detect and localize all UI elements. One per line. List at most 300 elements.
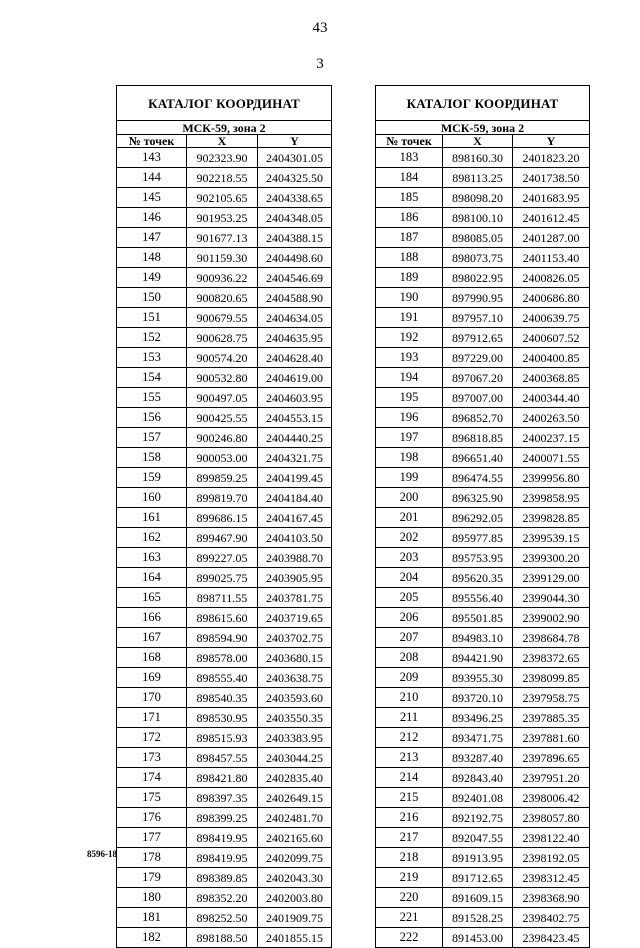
- point-number: 198: [376, 448, 443, 468]
- y-coordinate: 2397885.35: [513, 708, 590, 728]
- point-number: 186: [376, 208, 443, 228]
- table-row: [376, 848, 590, 868]
- point-number: 217: [376, 828, 443, 848]
- table-row: [376, 868, 590, 888]
- table-row: [117, 808, 332, 828]
- point-number: 182: [117, 928, 187, 948]
- x-coordinate: 900246.80: [187, 428, 258, 448]
- x-coordinate: 894983.10: [443, 628, 513, 648]
- x-coordinate: 897912.65: [443, 328, 513, 348]
- x-coordinate: 900497.05: [187, 388, 258, 408]
- x-coordinate: 902218.55: [187, 168, 258, 188]
- x-coordinate: 894421.90: [443, 648, 513, 668]
- x-coordinate: 900679.55: [187, 308, 258, 328]
- x-header: X: [187, 135, 258, 148]
- y-coordinate: 2398057.80: [513, 808, 590, 828]
- point-number: 152: [117, 328, 187, 348]
- point-number: 192: [376, 328, 443, 348]
- table-title: КАТАЛОГ КООРДИНАТ: [376, 86, 590, 121]
- table-row: [117, 588, 332, 608]
- point-number: 151: [117, 308, 187, 328]
- point-number: 181: [117, 908, 187, 928]
- y-coordinate: 2404553.15: [258, 408, 332, 428]
- x-coordinate: 893471.75: [443, 728, 513, 748]
- table-row: [376, 268, 590, 288]
- y-coordinate: 2399858.95: [513, 488, 590, 508]
- point-number: 212: [376, 728, 443, 748]
- x-coordinate: 891609.15: [443, 888, 513, 908]
- y-coordinate: 2404301.05: [258, 148, 332, 168]
- x-coordinate: 896325.90: [443, 488, 513, 508]
- point-number: 159: [117, 468, 187, 488]
- x-coordinate: 891453.00: [443, 928, 513, 948]
- point-number: 209: [376, 668, 443, 688]
- x-coordinate: 893955.30: [443, 668, 513, 688]
- x-coordinate: 901677.13: [187, 228, 258, 248]
- x-coordinate: 898113.25: [443, 168, 513, 188]
- y-coordinate: 2398684.78: [513, 628, 590, 648]
- table-row: [376, 288, 590, 308]
- point-number: 164: [117, 568, 187, 588]
- x-coordinate: 900936.22: [187, 268, 258, 288]
- point-number: 163: [117, 548, 187, 568]
- point-number: 197: [376, 428, 443, 448]
- point-number: 220: [376, 888, 443, 908]
- y-coordinate: 2402649.15: [258, 788, 332, 808]
- x-coordinate: 898711.55: [187, 588, 258, 608]
- table-row: [117, 608, 332, 628]
- y-coordinate: 2399828.85: [513, 508, 590, 528]
- table-row: [376, 488, 590, 508]
- table-row: [117, 928, 332, 948]
- y-coordinate: 2403988.70: [258, 548, 332, 568]
- y-coordinate: 2402481.70: [258, 808, 332, 828]
- point-number: 194: [376, 368, 443, 388]
- point-number: 177: [117, 828, 187, 848]
- point-number: 190: [376, 288, 443, 308]
- y-coordinate: 2403702.75: [258, 628, 332, 648]
- table-row: [376, 348, 590, 368]
- x-coordinate: 898073.75: [443, 248, 513, 268]
- point-number: 196: [376, 408, 443, 428]
- table-row: [376, 208, 590, 228]
- y-coordinate: 2404167.45: [258, 508, 332, 528]
- point-number: 169: [117, 668, 187, 688]
- point-number: 171: [117, 708, 187, 728]
- point-number: 174: [117, 768, 187, 788]
- y-coordinate: 2400639.75: [513, 308, 590, 328]
- y-header: Y: [258, 135, 332, 148]
- point-number: 216: [376, 808, 443, 828]
- point-number: 173: [117, 748, 187, 768]
- y-coordinate: 2400826.05: [513, 268, 590, 288]
- point-number: 170: [117, 688, 187, 708]
- point-number: 149: [117, 268, 187, 288]
- x-coordinate: 896474.55: [443, 468, 513, 488]
- y-coordinate: 2404184.40: [258, 488, 332, 508]
- y-coordinate: 2401823.20: [513, 148, 590, 168]
- table-row: [117, 308, 332, 328]
- point-number: 187: [376, 228, 443, 248]
- x-coordinate: 900628.75: [187, 328, 258, 348]
- x-coordinate: 893287.40: [443, 748, 513, 768]
- point-number: 160: [117, 488, 187, 508]
- table-row: [376, 368, 590, 388]
- point-number: 208: [376, 648, 443, 668]
- x-coordinate: 898540.35: [187, 688, 258, 708]
- point-number: 201: [376, 508, 443, 528]
- x-coordinate: 897990.95: [443, 288, 513, 308]
- x-coordinate: 901159.30: [187, 248, 258, 268]
- x-coordinate: 900053.00: [187, 448, 258, 468]
- y-coordinate: 2398006.42: [513, 788, 590, 808]
- table-row: [376, 728, 590, 748]
- point-number: 183: [376, 148, 443, 168]
- point-number: 143: [117, 148, 187, 168]
- table-row: [376, 668, 590, 688]
- y-coordinate: 2398423.45: [513, 928, 590, 948]
- table-row: [117, 688, 332, 708]
- x-coordinate: 900532.80: [187, 368, 258, 388]
- x-coordinate: 899859.25: [187, 468, 258, 488]
- point-number: 150: [117, 288, 187, 308]
- x-coordinate: 899025.75: [187, 568, 258, 588]
- x-coordinate: 895977.85: [443, 528, 513, 548]
- point-number: 161: [117, 508, 187, 528]
- table-row: [117, 268, 332, 288]
- point-number: 144: [117, 168, 187, 188]
- point-number: 146: [117, 208, 187, 228]
- y-coordinate: 2398122.40: [513, 828, 590, 848]
- point-number: 154: [117, 368, 187, 388]
- table-row: [117, 848, 332, 868]
- x-coordinate: 893720.10: [443, 688, 513, 708]
- table-row: [117, 348, 332, 368]
- x-coordinate: 892401.08: [443, 788, 513, 808]
- y-coordinate: 2403593.60: [258, 688, 332, 708]
- point-number: 185: [376, 188, 443, 208]
- point-number: 206: [376, 608, 443, 628]
- x-coordinate: 902105.65: [187, 188, 258, 208]
- section-number: 3: [316, 56, 324, 72]
- x-coordinate: 896651.40: [443, 448, 513, 468]
- x-coordinate: 895753.95: [443, 548, 513, 568]
- table-row: [376, 508, 590, 528]
- y-coordinate: 2403781.75: [258, 588, 332, 608]
- page-number: 43: [312, 20, 328, 36]
- table-row: [376, 648, 590, 668]
- point-number: 176: [117, 808, 187, 828]
- table-row: [117, 768, 332, 788]
- x-coordinate: 898578.00: [187, 648, 258, 668]
- y-coordinate: 2403638.75: [258, 668, 332, 688]
- y-coordinate: 2404103.50: [258, 528, 332, 548]
- y-coordinate: 2398368.90: [513, 888, 590, 908]
- x-coordinate: 891913.95: [443, 848, 513, 868]
- table-row: [117, 668, 332, 688]
- x-coordinate: 893496.25: [443, 708, 513, 728]
- table-title-row: [117, 86, 332, 121]
- point-number: 145: [117, 188, 187, 208]
- y-coordinate: 2399956.80: [513, 468, 590, 488]
- y-coordinate: 2400071.55: [513, 448, 590, 468]
- y-coordinate: 2401738.50: [513, 168, 590, 188]
- x-coordinate: 891712.65: [443, 868, 513, 888]
- y-coordinate: 2399300.20: [513, 548, 590, 568]
- point-number: 222: [376, 928, 443, 948]
- x-coordinate: 898252.50: [187, 908, 258, 928]
- y-header: Y: [513, 135, 590, 148]
- x-coordinate: 900425.55: [187, 408, 258, 428]
- table-row: [376, 388, 590, 408]
- y-coordinate: 2401909.75: [258, 908, 332, 928]
- table-row: [117, 568, 332, 588]
- y-coordinate: 2402003.80: [258, 888, 332, 908]
- point-number: 162: [117, 528, 187, 548]
- point-number: 184: [376, 168, 443, 188]
- x-coordinate: 898352.20: [187, 888, 258, 908]
- table-row: [376, 568, 590, 588]
- point-number: 156: [117, 408, 187, 428]
- table-row: [376, 628, 590, 648]
- x-coordinate: 897067.20: [443, 368, 513, 388]
- table-row: [117, 208, 332, 228]
- point-number: 211: [376, 708, 443, 728]
- x-coordinate: 895620.35: [443, 568, 513, 588]
- point-number: 193: [376, 348, 443, 368]
- table-row: [376, 468, 590, 488]
- y-coordinate: 2403719.65: [258, 608, 332, 628]
- table-row: [117, 868, 332, 888]
- x-coordinate: 897007.00: [443, 388, 513, 408]
- point-number: 204: [376, 568, 443, 588]
- x-coordinate: 899819.70: [187, 488, 258, 508]
- point-number: 175: [117, 788, 187, 808]
- x-coordinate: 896292.05: [443, 508, 513, 528]
- table-row: [117, 388, 332, 408]
- y-coordinate: 2402043.30: [258, 868, 332, 888]
- table-row: [376, 448, 590, 468]
- point-number: 178: [117, 848, 187, 868]
- table-row: [117, 448, 332, 468]
- table-row: [117, 508, 332, 528]
- table-row: [376, 828, 590, 848]
- y-coordinate: 2401153.40: [513, 248, 590, 268]
- point-number: 215: [376, 788, 443, 808]
- x-coordinate: 898098.20: [443, 188, 513, 208]
- point-number: 221: [376, 908, 443, 928]
- table-row: [117, 908, 332, 928]
- table-row: [376, 408, 590, 428]
- y-coordinate: 2403680.15: [258, 648, 332, 668]
- table-title-row: [376, 86, 590, 121]
- y-coordinate: 2403550.35: [258, 708, 332, 728]
- point-number: 180: [117, 888, 187, 908]
- y-coordinate: 2404498.60: [258, 248, 332, 268]
- x-coordinate: 899467.90: [187, 528, 258, 548]
- y-coordinate: 2402099.75: [258, 848, 332, 868]
- coordinate-catalog-table-right: [375, 85, 590, 948]
- point-number: 166: [117, 608, 187, 628]
- table-row: [376, 248, 590, 268]
- table-row: [376, 308, 590, 328]
- x-coordinate: 896818.85: [443, 428, 513, 448]
- x-coordinate: 897229.00: [443, 348, 513, 368]
- point-number: 188: [376, 248, 443, 268]
- table-row: [117, 288, 332, 308]
- y-coordinate: 2398192.05: [513, 848, 590, 868]
- x-coordinate: 895556.40: [443, 588, 513, 608]
- y-coordinate: 2404619.00: [258, 368, 332, 388]
- table-title: КАТАЛОГ КООРДИНАТ: [117, 86, 332, 121]
- x-coordinate: 898555.40: [187, 668, 258, 688]
- column-header-row: [117, 135, 332, 148]
- x-coordinate: 898100.10: [443, 208, 513, 228]
- y-coordinate: 2401855.15: [258, 928, 332, 948]
- x-coordinate: 892843.40: [443, 768, 513, 788]
- x-coordinate: 898530.95: [187, 708, 258, 728]
- table-row: [117, 368, 332, 388]
- point-number: 179: [117, 868, 187, 888]
- y-coordinate: 2399044.30: [513, 588, 590, 608]
- point-number: 153: [117, 348, 187, 368]
- x-coordinate: 898615.60: [187, 608, 258, 628]
- table-row: [117, 828, 332, 848]
- table-row: [376, 228, 590, 248]
- table-row: [117, 408, 332, 428]
- table-row: [117, 328, 332, 348]
- y-coordinate: 2404338.65: [258, 188, 332, 208]
- y-coordinate: 2404348.05: [258, 208, 332, 228]
- y-coordinate: 2398372.65: [513, 648, 590, 668]
- point-number: 168: [117, 648, 187, 668]
- table-subtitle-row: [117, 121, 332, 135]
- y-coordinate: 2404628.40: [258, 348, 332, 368]
- x-coordinate: 898389.85: [187, 868, 258, 888]
- point-number: 189: [376, 268, 443, 288]
- y-coordinate: 2397896.65: [513, 748, 590, 768]
- table-row: [117, 468, 332, 488]
- y-coordinate: 2400686.80: [513, 288, 590, 308]
- point-number: 203: [376, 548, 443, 568]
- y-coordinate: 2398402.75: [513, 908, 590, 928]
- x-coordinate: 900820.65: [187, 288, 258, 308]
- y-coordinate: 2403044.25: [258, 748, 332, 768]
- point-number: 199: [376, 468, 443, 488]
- x-coordinate: 891528.25: [443, 908, 513, 928]
- x-coordinate: 898160.30: [443, 148, 513, 168]
- table-row: [376, 328, 590, 348]
- table-row: [376, 548, 590, 568]
- y-coordinate: 2404388.15: [258, 228, 332, 248]
- x-coordinate: 902323.90: [187, 148, 258, 168]
- point-number: 165: [117, 588, 187, 608]
- y-coordinate: 2400344.40: [513, 388, 590, 408]
- y-coordinate: 2404588.90: [258, 288, 332, 308]
- x-coordinate: 901953.25: [187, 208, 258, 228]
- y-coordinate: 2400368.85: [513, 368, 590, 388]
- x-coordinate: 898022.95: [443, 268, 513, 288]
- table-row: [376, 608, 590, 628]
- y-coordinate: 2401612.45: [513, 208, 590, 228]
- x-coordinate: 899686.15: [187, 508, 258, 528]
- table-row: [376, 808, 590, 828]
- x-coordinate: 898515.93: [187, 728, 258, 748]
- y-coordinate: 2400263.50: [513, 408, 590, 428]
- table-row: [117, 528, 332, 548]
- x-coordinate: 898419.95: [187, 828, 258, 848]
- y-coordinate: 2401683.95: [513, 188, 590, 208]
- point-number: 214: [376, 768, 443, 788]
- y-coordinate: 2402165.60: [258, 828, 332, 848]
- y-coordinate: 2397951.20: [513, 768, 590, 788]
- point-number: 157: [117, 428, 187, 448]
- point-number: 218: [376, 848, 443, 868]
- y-coordinate: 2399539.15: [513, 528, 590, 548]
- x-coordinate: 895501.85: [443, 608, 513, 628]
- table-row: [117, 188, 332, 208]
- point-number: 210: [376, 688, 443, 708]
- table-row: [117, 168, 332, 188]
- table-row: [117, 428, 332, 448]
- x-header: X: [443, 135, 513, 148]
- y-coordinate: 2404546.69: [258, 268, 332, 288]
- y-coordinate: 2400400.85: [513, 348, 590, 368]
- y-coordinate: 2402835.40: [258, 768, 332, 788]
- table-row: [376, 588, 590, 608]
- y-coordinate: 2401287.00: [513, 228, 590, 248]
- point-number: 219: [376, 868, 443, 888]
- table-row: [376, 688, 590, 708]
- table-subtitle-row: [376, 121, 590, 135]
- y-coordinate: 2398312.45: [513, 868, 590, 888]
- x-coordinate: 898399.25: [187, 808, 258, 828]
- table-row: [376, 748, 590, 768]
- y-coordinate: 2397958.75: [513, 688, 590, 708]
- column-header-row: [376, 135, 590, 148]
- x-coordinate: 898457.55: [187, 748, 258, 768]
- document-code: 8596-18: [87, 849, 117, 859]
- x-coordinate: 896852.70: [443, 408, 513, 428]
- x-coordinate: 899227.05: [187, 548, 258, 568]
- y-coordinate: 2400237.15: [513, 428, 590, 448]
- point-number: 172: [117, 728, 187, 748]
- x-coordinate: 892047.55: [443, 828, 513, 848]
- table-row: [376, 768, 590, 788]
- point-number: 205: [376, 588, 443, 608]
- x-coordinate: 900574.20: [187, 348, 258, 368]
- point-number-header: № точек: [376, 135, 443, 148]
- table-row: [117, 628, 332, 648]
- x-coordinate: 898594.90: [187, 628, 258, 648]
- point-number-header: № точек: [117, 135, 187, 148]
- table-row: [117, 228, 332, 248]
- point-number: 147: [117, 228, 187, 248]
- x-coordinate: 898419.95: [187, 848, 258, 868]
- point-number: 148: [117, 248, 187, 268]
- point-number: 167: [117, 628, 187, 648]
- y-coordinate: 2404199.45: [258, 468, 332, 488]
- y-coordinate: 2399129.00: [513, 568, 590, 588]
- point-number: 191: [376, 308, 443, 328]
- table-row: [117, 248, 332, 268]
- x-coordinate: 898188.50: [187, 928, 258, 948]
- y-coordinate: 2398099.85: [513, 668, 590, 688]
- coordinate-system-label: МСК-59, зона 2: [117, 121, 332, 135]
- point-number: 202: [376, 528, 443, 548]
- table-row: [117, 648, 332, 668]
- point-number: 213: [376, 748, 443, 768]
